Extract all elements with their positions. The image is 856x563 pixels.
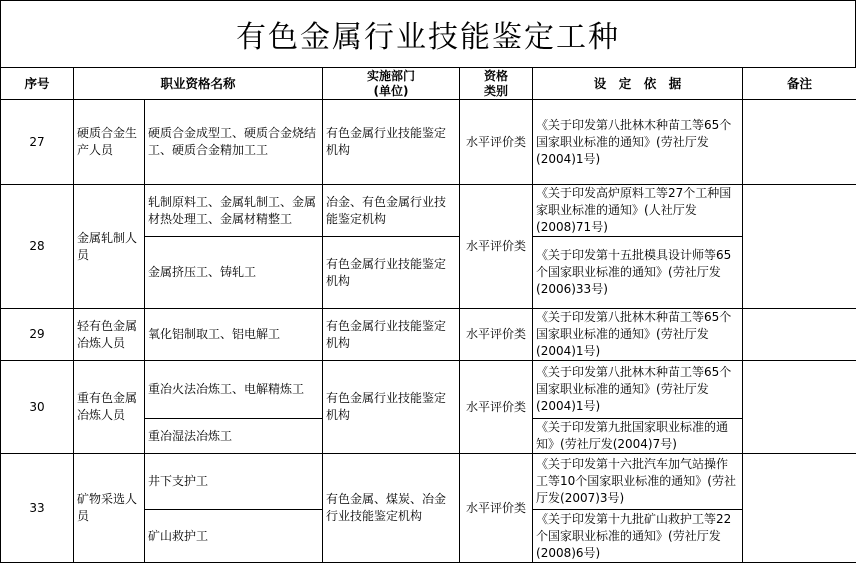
row-category: 矿物采选人员 [74,454,145,563]
row-job: 氧化铝制取工、铝电解工 [145,309,323,361]
row-category: 轻有色金属冶炼人员 [74,309,145,361]
table-row [1,454,856,510]
page-title: 有色金属行业技能鉴定工种 [0,0,856,67]
occupation-table [0,67,856,563]
row-type: 水平评价类 [460,100,533,185]
row-job: 轧制原料工、金属轧制工、金属材热处理工、金属材精整工 [145,185,323,237]
table-row [1,309,856,361]
row-basis: 《关于印发第十五批模具设计师等65个国家职业标准的通知》(劳社厅发(2006)33号) [533,237,743,309]
table-row [1,185,856,237]
row-basis: 《关于印发第九批国家职业标准的通知》(劳社厅发(2004)7号) [533,419,743,454]
row-type: 水平评价类 [460,309,533,361]
row-category: 重有色金属冶炼人员 [74,361,145,454]
row-job: 矿山救护工 [145,510,323,563]
header-dept-line1: 实施部门 [326,69,456,84]
row-type: 水平评价类 [460,185,533,309]
table-row [1,100,856,185]
row-note [743,309,856,361]
row-no: 27 [1,100,74,185]
row-job: 硬质合金成型工、硬质合金烧结工、硬质合金精加工工 [145,100,323,185]
row-basis: 《关于印发第八批林木种苗工等65个国家职业标准的通知》(劳社厅发(2004)1号) [533,361,743,419]
header-no: 序号 [1,68,74,100]
row-job: 金属挤压工、铸轧工 [145,237,323,309]
header-row [1,68,856,100]
row-note [743,361,856,454]
row-job: 重冶湿法冶炼工 [145,419,323,454]
row-type: 水平评价类 [460,361,533,454]
header-type-line2: 类别 [463,84,529,99]
row-basis: 《关于印发第八批林木种苗工等65个国家职业标准的通知》(劳社厅发(2004)1号) [533,309,743,361]
row-no: 30 [1,361,74,454]
row-no: 33 [1,454,74,563]
header-note: 备注 [743,68,856,100]
row-no: 29 [1,309,74,361]
row-dept: 有色金属行业技能鉴定机构 [323,361,460,454]
header-type [460,68,533,100]
row-category: 金属轧制人员 [74,185,145,309]
table-row [1,361,856,419]
header-name: 职业资格名称 [74,68,323,100]
row-note [743,100,856,185]
header-dept [323,68,460,100]
row-type: 水平评价类 [460,454,533,563]
row-dept: 有色金属行业技能鉴定机构 [323,100,460,185]
row-note [743,454,856,563]
header-basis: 设 定 依 据 [533,68,743,100]
row-basis: 《关于印发第八批林木种苗工等65个国家职业标准的通知》(劳社厅发(2004)1号) [533,100,743,185]
header-dept-line2: (单位) [326,84,456,99]
row-job: 井下支护工 [145,454,323,510]
row-basis: 《关于印发第十九批矿山救护工等22个国家职业标准的通知》(劳社厅发(2008)6号) [533,510,743,563]
row-dept: 有色金属行业技能鉴定机构 [323,237,460,309]
row-basis: 《关于印发第十六批汽车加气站操作工等10个国家职业标准的通知》(劳社厅发(2007)3号) [533,454,743,510]
row-dept: 有色金属、煤炭、冶金行业技能鉴定机构 [323,454,460,563]
row-no: 28 [1,185,74,309]
row-note [743,185,856,309]
header-type-line1: 资格 [463,69,529,84]
row-dept: 冶金、有色金属行业技能鉴定机构 [323,185,460,237]
row-basis: 《关于印发高炉原料工等27个工种国家职业标准的通知》(人社厅发(2008)71号) [533,185,743,237]
row-job: 重冶火法冶炼工、电解精炼工 [145,361,323,419]
row-category: 硬质合金生产人员 [74,100,145,185]
row-dept: 有色金属行业技能鉴定机构 [323,309,460,361]
